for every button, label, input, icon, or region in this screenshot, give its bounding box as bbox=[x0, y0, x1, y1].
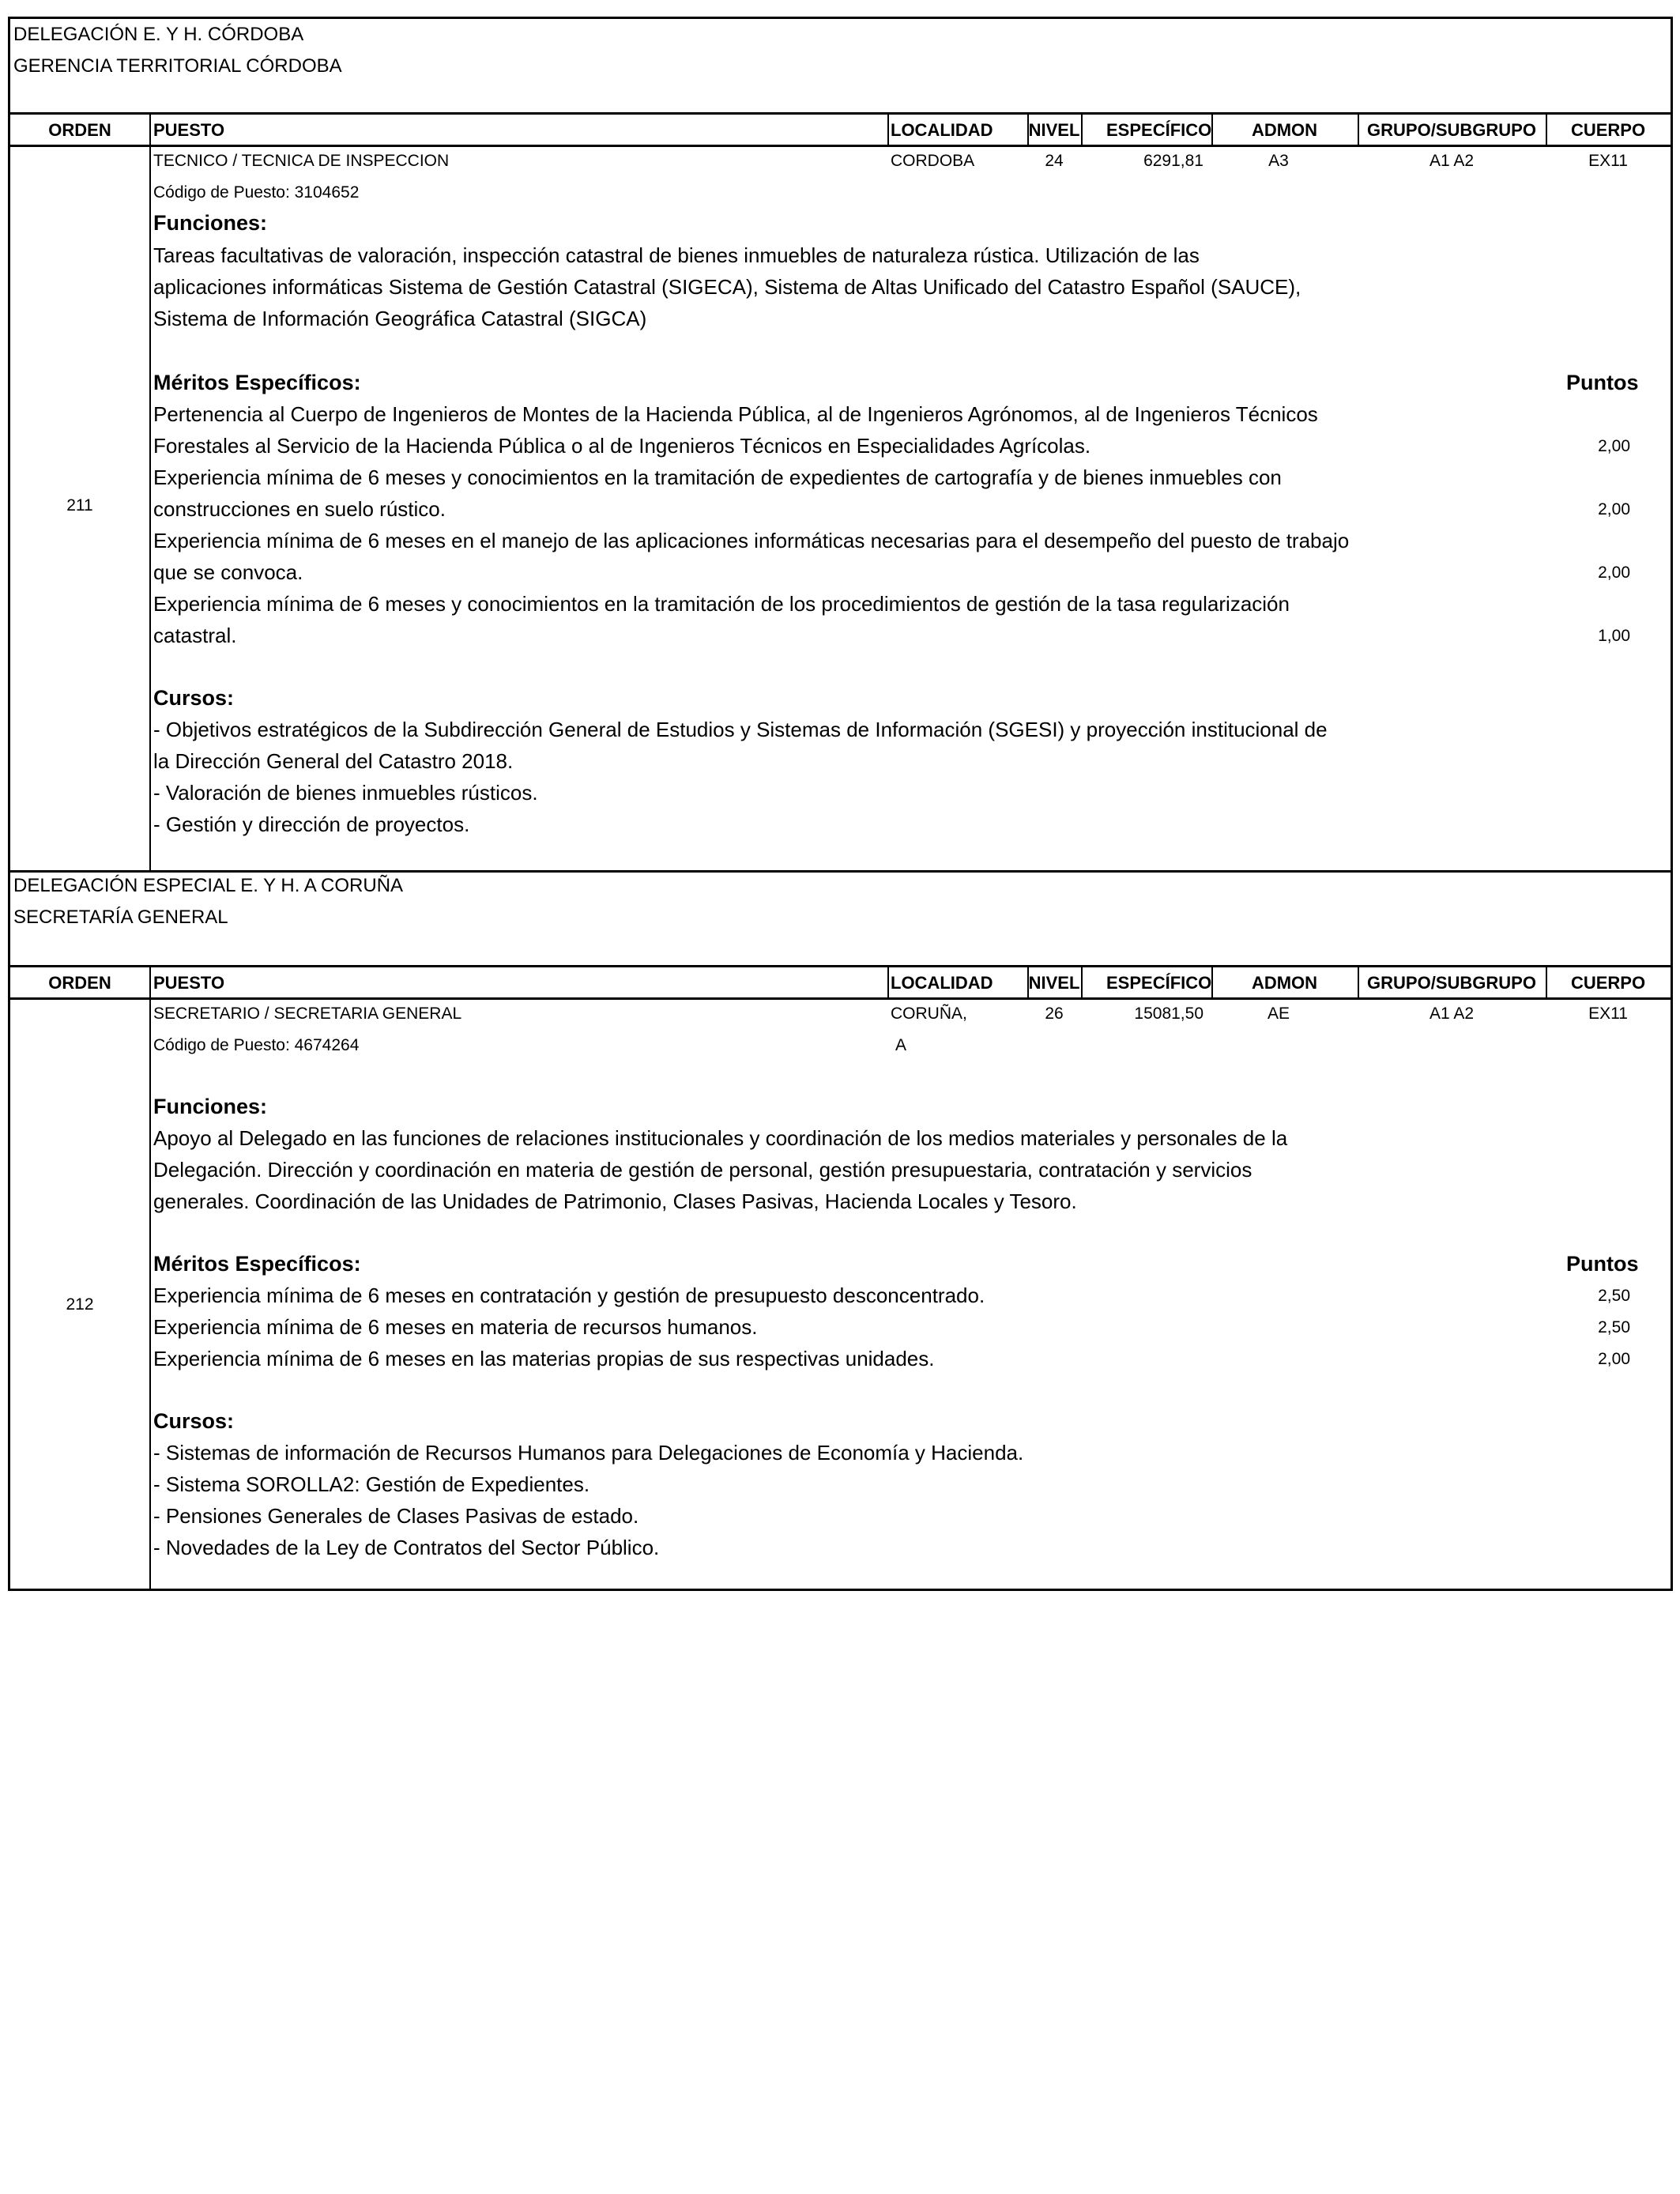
cursos-heading: Cursos: bbox=[153, 1409, 235, 1433]
column-header-row bbox=[10, 967, 1671, 1000]
funciones-line: generales. Coordinación de las Unidades de Patrimonio, Clases Pasivas, Hacienda Locales y Tesoro. bbox=[153, 1189, 1077, 1213]
puntos-heading: Puntos bbox=[1566, 1252, 1639, 1276]
funciones-line: Tareas facultativas de valoración, inspección catastral de bienes inmuebles de naturaleza rústica. Utilización de las bbox=[153, 243, 1200, 267]
orden-value: 211 bbox=[66, 496, 93, 515]
codigo-puesto: Código de Puesto: 4674264 bbox=[153, 1036, 360, 1054]
unidad-title: GERENCIA TERRITORIAL CÓRDOBA bbox=[13, 55, 342, 77]
col-orden: ORDEN bbox=[48, 973, 111, 993]
orden-divider bbox=[149, 147, 151, 873]
col-orden: ORDEN bbox=[48, 120, 111, 140]
localidad-value: A bbox=[895, 1036, 907, 1054]
localidad-value: CORUÑA, bbox=[891, 1005, 967, 1023]
merito-puntos: 2,00 bbox=[1598, 564, 1630, 582]
curso-line: - Objetivos estratégicos de la Subdirección General de Estudios y Sistemas de Información (SGESI) y proyección institucional de bbox=[153, 718, 1328, 741]
col-localidad: LOCALIDAD bbox=[891, 120, 993, 140]
merito-puntos: 2,50 bbox=[1598, 1287, 1630, 1305]
orden-divider bbox=[149, 1000, 151, 1591]
cuerpo-value: EX11 bbox=[1588, 152, 1628, 170]
curso-line: - Sistema SOROLLA2: Gestión de Expedientes. bbox=[153, 1472, 590, 1496]
delegacion-title: DELEGACIÓN ESPECIAL E. Y H. A CORUÑA bbox=[13, 875, 404, 896]
merito-line: Experiencia mínima de 6 meses y conocimientos en la tramitación de expedientes de cartografía y de bienes inmuebles con bbox=[153, 466, 1282, 489]
admon-value: A3 bbox=[1268, 152, 1289, 170]
puesto-title: SECRETARIO / SECRETARIA GENERAL bbox=[153, 1005, 462, 1023]
merito-line: Experiencia mínima de 6 meses en contratación y gestión de presupuesto desconcentrado. bbox=[153, 1284, 985, 1307]
merito-line: Experiencia mínima de 6 meses y conocimientos en la tramitación de los procedimientos de gestión de la tasa regularización bbox=[153, 592, 1290, 616]
merito-line: Experiencia mínima de 6 meses en el manejo de las aplicaciones informáticas necesarias para el desempeño del puesto de trabajo bbox=[153, 529, 1350, 552]
delegacion-title: DELEGACIÓN E. Y H. CÓRDOBA bbox=[13, 24, 304, 45]
col-especifico: ESPECÍFICO bbox=[1106, 120, 1212, 140]
curso-line: - Valoración de bienes inmuebles rústicos. bbox=[153, 781, 538, 805]
col-localidad: LOCALIDAD bbox=[891, 973, 993, 993]
col-puesto: PUESTO bbox=[153, 120, 225, 140]
merito-line: Experiencia mínima de 6 meses en materia de recursos humanos. bbox=[153, 1315, 758, 1339]
unidad-title: SECRETARÍA GENERAL bbox=[13, 907, 228, 928]
especifico-value: 15081,50 bbox=[1134, 1005, 1203, 1023]
codigo-puesto: Código de Puesto: 3104652 bbox=[153, 183, 360, 202]
col-cuerpo: CUERPO bbox=[1570, 120, 1646, 140]
meritos-heading: Méritos Específicos: bbox=[153, 1252, 361, 1276]
col-nivel: NIVEL bbox=[1028, 120, 1080, 140]
col-admon: ADMON bbox=[1251, 120, 1318, 140]
merito-line: construcciones en suelo rústico. bbox=[153, 497, 446, 521]
merito-line: Pertenencia al Cuerpo de Ingenieros de Montes de la Hacienda Pública, al de Ingenieros Agrónomos, al de Ingenieros Técnicos bbox=[153, 402, 1318, 426]
curso-line: la Dirección General del Catastro 2018. bbox=[153, 749, 514, 773]
funciones-line: aplicaciones informáticas Sistema de Gestión Catastral (SIGECA), Sistema de Altas Unificado del Catastro Español (SAUCE), bbox=[153, 275, 1301, 299]
col-especifico: ESPECÍFICO bbox=[1106, 973, 1212, 993]
curso-line: - Novedades de la Ley de Contratos del Sector Público. bbox=[153, 1536, 660, 1559]
merito-puntos: 2,00 bbox=[1598, 1350, 1630, 1368]
meritos-heading: Méritos Específicos: bbox=[153, 371, 361, 394]
funciones-line: Apoyo al Delegado en las funciones de relaciones institucionales y coordinación de los medios materiales y personales de la bbox=[153, 1126, 1288, 1150]
merito-puntos: 2,00 bbox=[1598, 500, 1630, 518]
job-listing-table bbox=[8, 17, 1673, 1591]
funciones-line: Delegación. Dirección y coordinación en materia de gestión de personal, gestión presupuestaria, contratación y servicios bbox=[153, 1158, 1252, 1182]
puesto-title: TECNICO / TECNICA DE INSPECCION bbox=[153, 152, 450, 170]
grupo-value: A1 A2 bbox=[1429, 1005, 1475, 1023]
column-header-row bbox=[10, 115, 1671, 147]
merito-line: catastral. bbox=[153, 624, 237, 647]
orden-value: 212 bbox=[66, 1295, 94, 1314]
nivel-value: 26 bbox=[1045, 1005, 1064, 1023]
especifico-value: 6291,81 bbox=[1143, 152, 1203, 170]
col-grupo: GRUPO/SUBGRUPO bbox=[1367, 973, 1536, 993]
grupo-value: A1 A2 bbox=[1429, 152, 1475, 170]
col-admon: ADMON bbox=[1251, 973, 1318, 993]
localidad-value: CORDOBA bbox=[891, 152, 975, 170]
cursos-heading: Cursos: bbox=[153, 686, 235, 710]
section-header bbox=[10, 19, 1671, 115]
merito-puntos: 1,00 bbox=[1598, 627, 1630, 645]
curso-line: - Gestión y dirección de proyectos. bbox=[153, 812, 470, 836]
funciones-heading: Funciones: bbox=[153, 1095, 268, 1118]
merito-line: Forestales al Servicio de la Hacienda Pública o al de Ingenieros Técnicos en Especialidades Agrícolas. bbox=[153, 434, 1091, 458]
puntos-heading: Puntos bbox=[1566, 371, 1639, 394]
funciones-heading: Funciones: bbox=[153, 211, 268, 235]
merito-line: que se convoca. bbox=[153, 560, 303, 584]
col-cuerpo: CUERPO bbox=[1570, 973, 1646, 993]
merito-line: Experiencia mínima de 6 meses en las materias propias de sus respectivas unidades. bbox=[153, 1347, 935, 1370]
merito-puntos: 2,00 bbox=[1598, 437, 1630, 455]
admon-value: AE bbox=[1267, 1005, 1290, 1023]
col-grupo: GRUPO/SUBGRUPO bbox=[1367, 120, 1536, 140]
col-nivel: NIVEL bbox=[1028, 973, 1080, 993]
col-puesto: PUESTO bbox=[153, 973, 225, 993]
curso-line: - Pensiones Generales de Clases Pasivas de estado. bbox=[153, 1504, 639, 1528]
section-header bbox=[10, 873, 1671, 967]
cuerpo-value: EX11 bbox=[1588, 1005, 1628, 1023]
merito-puntos: 2,50 bbox=[1598, 1318, 1630, 1336]
nivel-value: 24 bbox=[1045, 152, 1064, 170]
funciones-line: Sistema de Información Geográfica Catastral (SIGCA) bbox=[153, 307, 647, 330]
curso-line: - Sistemas de información de Recursos Humanos para Delegaciones de Economía y Hacienda. bbox=[153, 1441, 1024, 1465]
